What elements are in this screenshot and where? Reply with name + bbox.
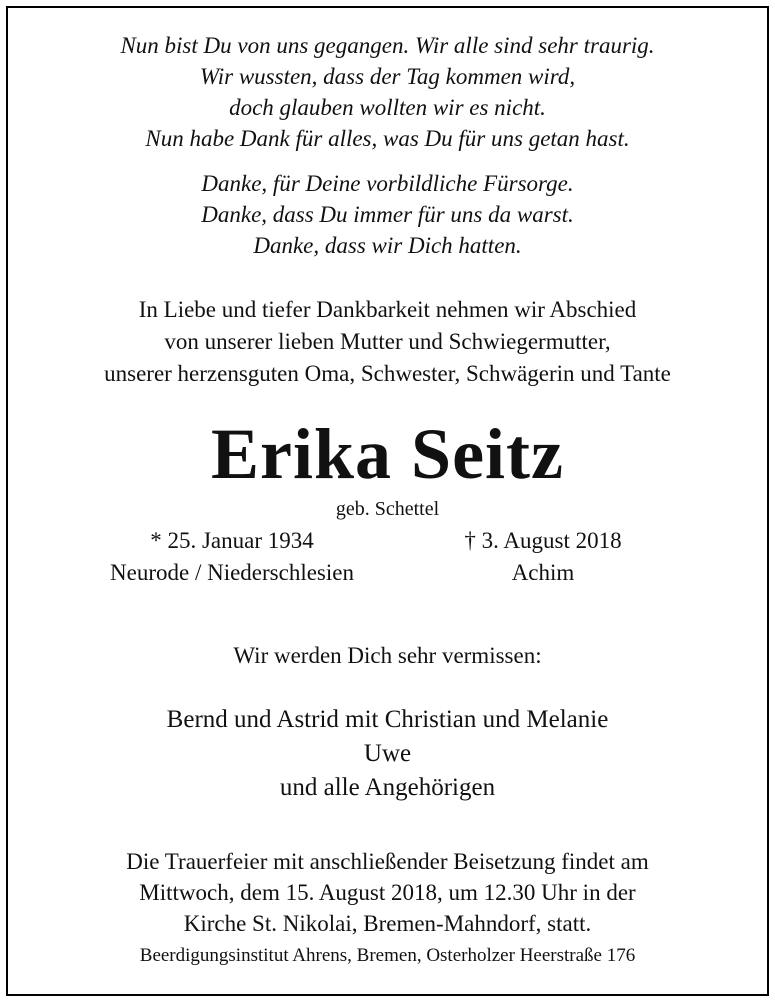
death-block: [383, 525, 703, 589]
birth-date: * 25. Januar 1934: [150, 528, 314, 553]
birth-block: [72, 525, 392, 589]
intro-line: unserer herzensguten Oma, Schwester, Schwägerin und Tante: [104, 361, 671, 386]
poem-line: Danke, für Deine vorbildliche Fürsorge.: [201, 171, 574, 196]
poem-line: Nun habe Dank für alles, was Du für uns getan hast.: [145, 126, 630, 151]
family-line: Uwe: [363, 740, 412, 767]
poem-line: Danke, dass wir Dich hatten.: [253, 233, 522, 258]
death-place: Achim: [511, 560, 575, 585]
service-line: Kirche St. Nikolai, Bremen-Mahndorf, statt.: [183, 911, 592, 936]
poem-line: Nun bist Du von uns gegangen. Wir alle sind sehr traurig.: [120, 33, 655, 58]
service-line: Die Trauerfeier mit anschließender Beisetzung findet am: [126, 849, 649, 874]
deceased-name: Erika Seitz: [211, 414, 564, 494]
family-line: Bernd und Astrid mit Christian und Melanie: [166, 706, 609, 733]
missing-line: Wir werden Dich sehr vermissen:: [233, 643, 542, 668]
poem-line: Danke, dass Du immer für uns da warst.: [201, 202, 574, 227]
birth-place: Neurode / Niederschlesien: [110, 560, 354, 585]
undertaker-line: Beerdigungsinstitut Ahrens, Bremen, Osterholzer Heerstraße 176: [139, 945, 636, 966]
intro-line: von unserer lieben Mutter und Schwiegermutter,: [164, 329, 611, 354]
poem-line: Wir wussten, dass der Tag kommen wird,: [199, 64, 576, 89]
intro-line: In Liebe und tiefer Dankbarkeit nehmen wir Abschied: [138, 297, 637, 322]
service-line: Mittwoch, dem 15. August 2018, um 12.30 Uhr in der: [139, 880, 636, 905]
death-date: † 3. August 2018: [464, 528, 622, 553]
poem-line: doch glauben wollten wir es nicht.: [229, 95, 546, 120]
maiden-name: geb. Schettel: [335, 498, 440, 520]
family-line: und alle Angehörigen: [279, 774, 496, 801]
